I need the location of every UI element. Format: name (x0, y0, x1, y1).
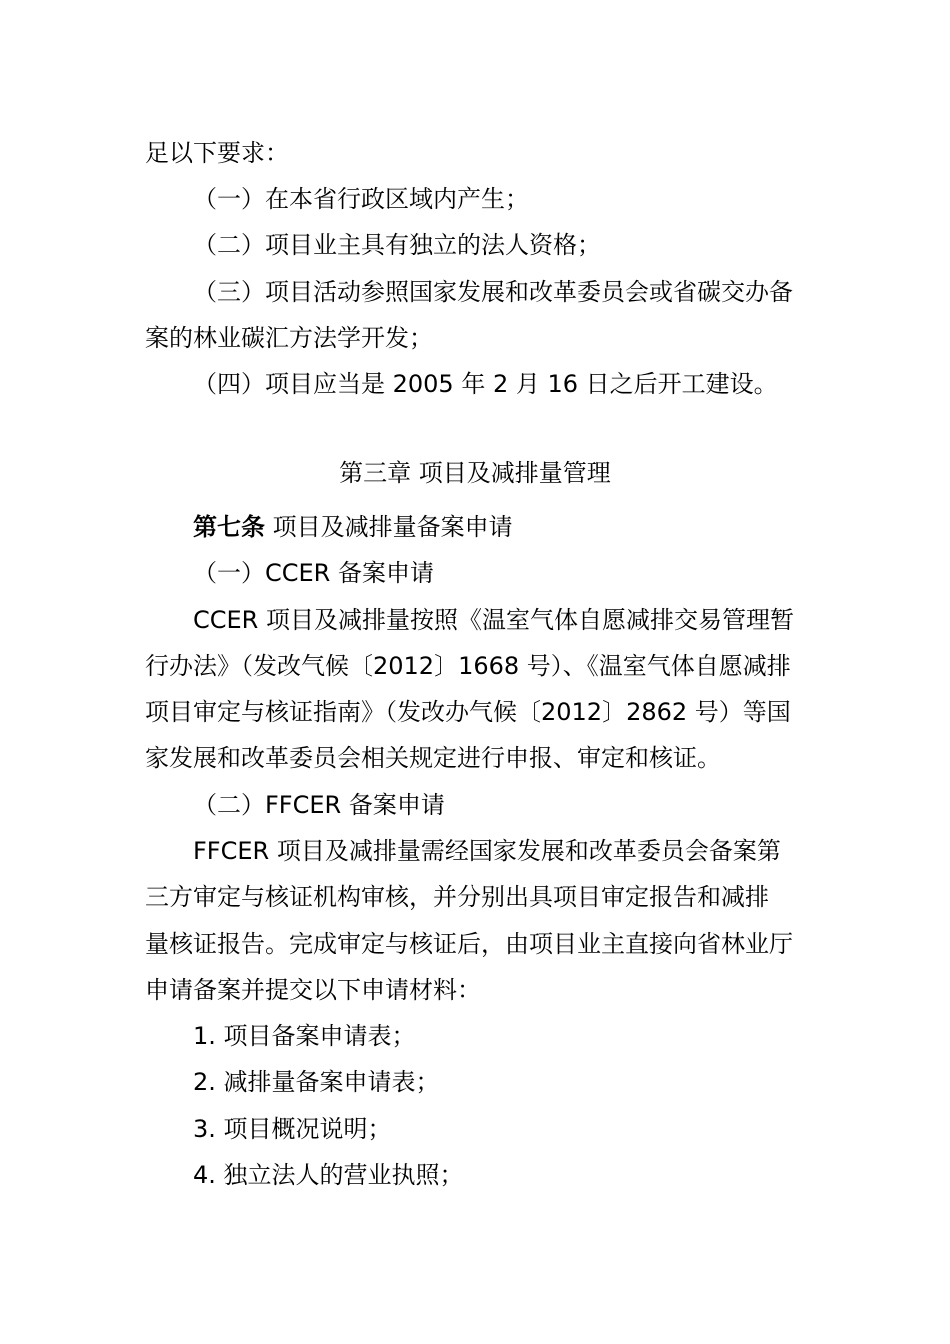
section-heading: （一）CCER 备案申请 (193, 559, 434, 587)
paragraph-line: 足以下要求： (145, 139, 289, 167)
list-item-4: （四）项目应当是 2005 年 2 月 16 日之后开工建设。 (193, 370, 778, 398)
paragraph-line: 三方审定与核证机构审核，并分别出具项目审定报告和减排 (145, 883, 769, 911)
paragraph-line: FFCER 项目及减排量需经国家发展和改革委员会备案第 (193, 837, 781, 865)
list-item-1: （一）在本省行政区域内产生； (193, 185, 529, 213)
paragraph-line: 行办法》（发改气候〔2012〕1668 号）、《温室气体自愿减排 (145, 652, 791, 680)
list-item-3: （三）项目活动参照国家发展和改革委员会或省碳交办备 (193, 278, 793, 306)
article-number: 第七条 (193, 513, 265, 541)
paragraph-line: 量核证报告。完成审定与核证后，由项目业主直接向省林业厅 (145, 930, 793, 958)
paragraph-line: 项目审定与核证指南》（发改办气候〔2012〕2862 号）等国 (145, 698, 791, 726)
list-item-2: （二）项目业主具有独立的法人资格； (193, 231, 601, 259)
article-title: 项目及减排量备案申请 (265, 513, 513, 541)
article-heading (193, 511, 513, 543)
material-item-4: 4. 独立法人的营业执照； (193, 1161, 464, 1189)
chapter-heading: 第三章 项目及减排量管理 (339, 459, 611, 487)
paragraph-line: 家发展和改革委员会相关规定进行申报、审定和核证。 (145, 744, 721, 772)
paragraph-line: CCER 项目及减排量按照《温室气体自愿减排交易管理暂 (193, 606, 794, 634)
material-item-1: 1. 项目备案申请表； (193, 1022, 416, 1050)
section-heading: （二）FFCER 备案申请 (193, 791, 445, 819)
paragraph-line: 申请备案并提交以下申请材料： (145, 976, 481, 1004)
material-item-3: 3. 项目概况说明； (193, 1115, 392, 1143)
material-item-2: 2. 减排量备案申请表； (193, 1068, 440, 1096)
paragraph-line: 案的林业碳汇方法学开发； (145, 324, 433, 352)
